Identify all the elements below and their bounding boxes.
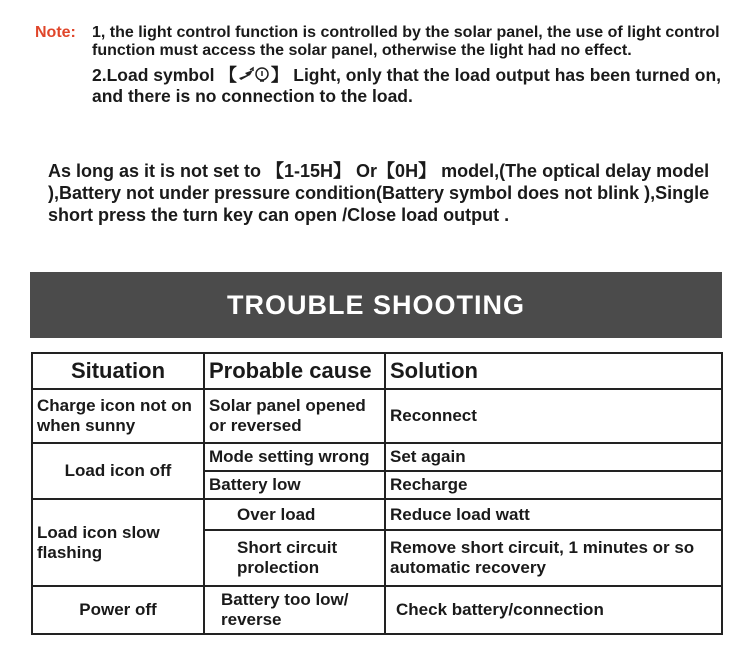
- cause-cell: Solar panel opened or reversed: [204, 389, 385, 443]
- header-situation: Situation: [32, 353, 204, 389]
- note-item-1: 1, the light control function is controlled by the solar panel, the use of light control function must access the solar panel, otherwise the light had no effect.: [92, 24, 720, 59]
- header-solution: Solution: [385, 353, 722, 389]
- solution-cell: Remove short circuit, 1 minutes or so automatic recovery: [385, 530, 722, 586]
- note-item-2: 2.Load symbol 【 】 Light, only that the load output has been turned on, and there is no connection to the load.: [92, 65, 722, 106]
- load-output-paragraph: As long as it is not set to 【1-15H】 Or【0H】 model,(The optical delay model ),Battery not under pressure condition(Battery symbol does not blink ),Single short press the turn key can open /Close load output .: [48, 161, 710, 225]
- cause-cell: Battery too low/ reverse: [204, 586, 385, 634]
- situation-cell: Load icon slow flashing: [32, 499, 204, 586]
- cause-cell: Mode setting wrong: [204, 443, 385, 471]
- solution-cell: Recharge: [385, 471, 722, 499]
- situation-cell: Charge icon not on when sunny: [32, 389, 204, 443]
- table-row: [32, 586, 722, 634]
- solution-cell: Reconnect: [385, 389, 722, 443]
- table-row: [32, 389, 722, 443]
- solution-cell: Reduce load watt: [385, 499, 722, 530]
- note-label: Note:: [35, 24, 76, 41]
- situation-cell: Power off: [32, 586, 204, 634]
- cause-cell: Short circuit prolection: [204, 530, 385, 586]
- cause-cell: Battery low: [204, 471, 385, 499]
- table-row: [32, 499, 722, 530]
- table-row: [32, 443, 722, 471]
- situation-cell: Load icon off: [32, 443, 204, 499]
- section-banner: TROUBLE SHOOTING: [30, 272, 722, 338]
- load-light-symbol-icon: [237, 66, 271, 84]
- solution-cell: Set again: [385, 443, 722, 471]
- cause-cell: Over load: [204, 499, 385, 530]
- troubleshooting-table: [31, 352, 723, 635]
- solution-cell: Check battery/connection: [385, 586, 722, 634]
- table-header-row: [32, 353, 722, 389]
- header-cause: Probable cause: [204, 353, 385, 389]
